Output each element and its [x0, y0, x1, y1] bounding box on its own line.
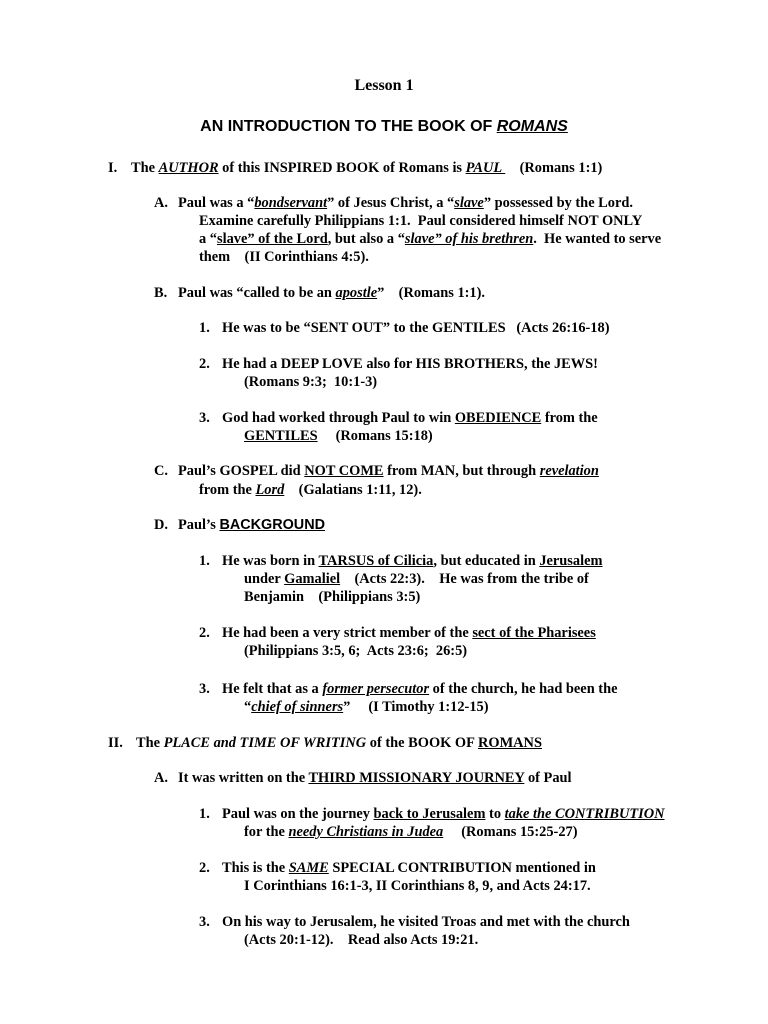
- text-same: SAME: [288, 860, 329, 876]
- text: a “: [199, 231, 217, 247]
- item-i-b-1-line-1: He was to be “SENT OUT” to the GENTILES (Acts 26:16-18): [222, 320, 610, 336]
- item-ii-a-3-line-1: On his way to Jerusalem, he visited Troas and met with the church: [222, 914, 630, 930]
- text: for the: [244, 824, 289, 840]
- text: Paul was on the journey: [222, 806, 374, 822]
- text-gamaliel: Gamaliel: [284, 571, 341, 587]
- item-ii-a-1-line-1: [222, 805, 665, 823]
- text-of-his-brethren: ” of his brethren: [434, 231, 534, 247]
- item-i-d-1-line-2: [244, 570, 589, 588]
- text: The: [136, 735, 164, 751]
- text: He felt that as a: [222, 681, 323, 697]
- item-i-d-1-line-1: [222, 552, 602, 570]
- text: ” possessed by the Lord.: [483, 195, 633, 211]
- text-not-come: NOT COME: [304, 463, 384, 479]
- item-i-c-line-2: [199, 481, 422, 499]
- item-i-d-1-line-3: Benjamin (Philippians 3:5): [244, 589, 421, 605]
- item-i-b-3-line-1: [222, 409, 598, 427]
- text-back-to-jerusalem: back to Jerusalem: [373, 806, 486, 822]
- text: (Galatians 1:11, 12).: [284, 482, 422, 498]
- text: ” (Romans 1:1).: [377, 285, 486, 301]
- text: He was born in: [222, 553, 319, 569]
- text-romans: ROMANS: [477, 735, 542, 751]
- text-tarsus: TARSUS of Cilicia: [318, 553, 434, 569]
- item-i-d-3-line-1: [222, 680, 617, 698]
- item-ii-a-3-line-2: (Acts 20:1-12). Read also Acts 19:21.: [244, 932, 479, 948]
- item-ii-a-line: [178, 769, 572, 787]
- text-place-and-time: PLACE and TIME OF WRITING: [163, 735, 367, 751]
- item-i-b-2-line-2: (Romans 9:3; 10:1-3): [244, 374, 378, 390]
- item-i-a-line-2: Examine carefully Philippians 1:1. Paul considered himself NOT ONLY: [199, 213, 643, 229]
- item-i-b-marker: B.: [154, 285, 168, 301]
- item-ii-a-2-marker: 2.: [199, 860, 210, 876]
- text-apostle: apostle: [335, 285, 378, 301]
- text: God had worked through Paul to win: [222, 410, 455, 426]
- text-third-journey: THIRD MISSIONARY JOURNEY: [308, 770, 525, 786]
- text: , but educated in: [433, 553, 540, 569]
- text: of the church, he had been the: [429, 681, 618, 697]
- title-book: ROMANS: [496, 118, 568, 135]
- text-revelation: revelation: [539, 463, 599, 479]
- item-ii-a-1-line-2: [244, 823, 578, 841]
- text-slave-of-lord: slave” of the Lord: [217, 231, 328, 247]
- item-i-b-1-marker: 1.: [199, 320, 210, 336]
- text: , but also a “: [327, 231, 405, 247]
- text: It was written on the: [178, 770, 309, 786]
- text: (Acts 22:3). He was from the tribe of: [340, 571, 589, 587]
- text-needy-christians: needy Christians in Judea: [288, 824, 444, 840]
- text-bondservant: bondservant: [254, 195, 328, 211]
- text: Paul was “called to be an: [178, 285, 336, 301]
- text: SPECIAL CONTRIBUTION mentioned in: [328, 860, 596, 876]
- item-i-a-line-4: them (II Corinthians 4:5).: [199, 249, 369, 265]
- item-i-b-2-line-1: He had a DEEP LOVE also for HIS BROTHERS, the JEWS!: [222, 356, 598, 372]
- text-former-persecutor: former persecutor: [322, 681, 430, 697]
- item-i-b-3-marker: 3.: [199, 410, 210, 426]
- text-gentiles: GENTILES: [244, 428, 318, 444]
- item-i-d-marker: D.: [154, 517, 168, 533]
- item-i-b-3-line-2: [244, 427, 433, 445]
- item-i-a-line-1: [178, 194, 633, 212]
- item-ii-a-2-line-1: [222, 859, 596, 877]
- item-i-d-line: [178, 516, 325, 534]
- text: of Paul: [524, 770, 572, 786]
- text: to: [485, 806, 505, 822]
- section-i-ref: (Romans 1:1): [505, 160, 603, 176]
- text-take-contribution: take the CONTRIBUTION: [504, 806, 665, 822]
- item-i-a-line-3: [199, 230, 661, 248]
- section-ii-heading: [136, 734, 542, 752]
- text-chief-of-sinners: chief of sinners: [251, 699, 344, 715]
- text: “: [244, 699, 252, 715]
- text: Paul’s: [178, 517, 220, 533]
- text-slave: slave: [454, 195, 484, 211]
- section-i-heading: [131, 159, 602, 177]
- item-ii-a-1-marker: 1.: [199, 806, 210, 822]
- text-slave-2: slave: [404, 231, 435, 247]
- text-obedience: OBEDIENCE: [454, 410, 542, 426]
- section-ii-numeral: II.: [108, 735, 123, 751]
- text: of the BOOK OF: [366, 735, 478, 751]
- section-i-text-1: The: [131, 160, 159, 176]
- item-i-a-marker: A.: [154, 195, 168, 211]
- item-i-d-2-marker: 2.: [199, 625, 210, 641]
- section-i-author: AUTHOR: [158, 160, 219, 176]
- item-i-c-line-1: [178, 462, 599, 480]
- item-i-d-3-marker: 3.: [199, 681, 210, 697]
- item-i-c-marker: C.: [154, 463, 168, 479]
- page-title: [0, 118, 768, 136]
- item-ii-a-3-marker: 3.: [199, 914, 210, 930]
- item-i-b-line: [178, 284, 485, 302]
- text: ” (I Timothy 1:12-15): [343, 699, 489, 715]
- text-sect-of-pharisees: sect of the Pharisees: [472, 625, 596, 641]
- section-i-text-3: of this INSPIRED BOOK of Romans is: [218, 160, 466, 176]
- text: . He wanted to serve: [533, 231, 662, 247]
- text: from MAN, but through: [383, 463, 540, 479]
- section-i-numeral: I.: [108, 160, 118, 176]
- text: under: [244, 571, 285, 587]
- item-i-d-3-line-2: [244, 698, 489, 716]
- lesson-label: Lesson 1: [354, 77, 414, 94]
- text: This is the: [222, 860, 289, 876]
- item-i-d-2-line-2: (Philippians 3:5, 6; Acts 23:6; 26:5): [244, 643, 468, 659]
- item-i-d-2-line-1: [222, 624, 596, 642]
- text: (Romans 15:25-27): [443, 824, 578, 840]
- text-lord: Lord: [255, 482, 285, 498]
- text: He had been a very strict member of the: [222, 625, 473, 641]
- text: Paul’s GOSPEL did: [178, 463, 305, 479]
- text-background: BACKGROUND: [219, 517, 325, 533]
- item-i-d-1-marker: 1.: [199, 553, 210, 569]
- section-i-paul: PAUL: [465, 160, 506, 176]
- title-prefix: AN INTRODUCTION TO THE BOOK OF: [200, 118, 497, 135]
- text: (Romans 15:18): [317, 428, 433, 444]
- item-i-b-2-marker: 2.: [199, 356, 210, 372]
- text: from the: [199, 482, 256, 498]
- text: Paul was a “: [178, 195, 255, 211]
- text: ” of Jesus Christ, a “: [327, 195, 455, 211]
- text: from the: [541, 410, 598, 426]
- item-ii-a-2-line-2: I Corinthians 16:1-3, II Corinthians 8, 9, and Acts 24:17.: [244, 878, 591, 894]
- text-jerusalem: Jerusalem: [539, 553, 603, 569]
- item-ii-a-marker: A.: [154, 770, 168, 786]
